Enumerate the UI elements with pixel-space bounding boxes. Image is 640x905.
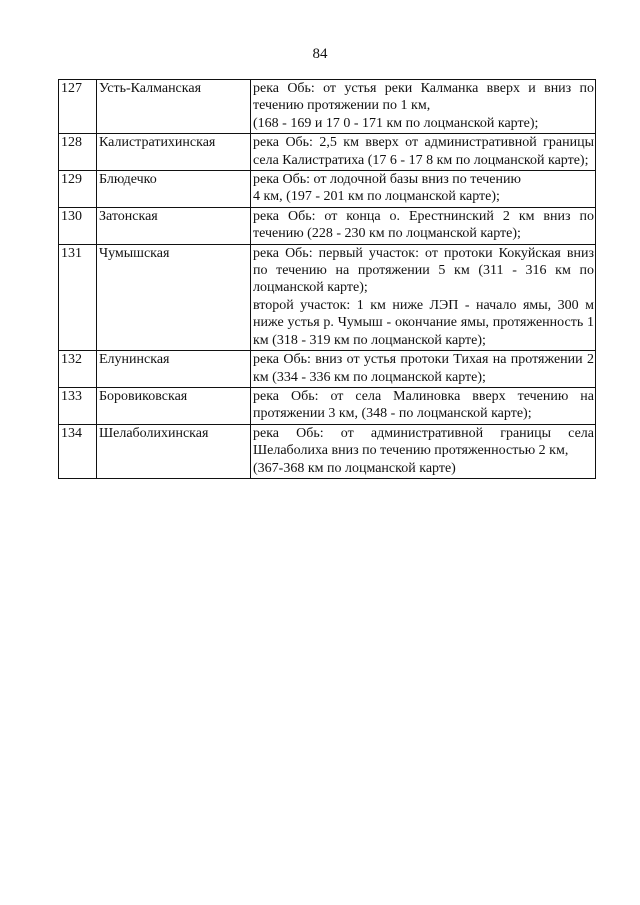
table-row: [59, 80, 596, 134]
pit-name: Затонская: [97, 207, 251, 244]
table-row: [59, 244, 596, 350]
pit-description: река Обь: первый участок: от протоки Кокуйская вниз по течению на протяжении 5 км (311 - 316 км по лоцманской карте); второй участок: 1 км ниже ЛЭП - начало ямы, 300 м ниже устья р. Чумыш - окончание ямы, протяженность 1 км (318 - 319 км по лоцманской карте);: [251, 244, 596, 350]
pit-description: река Обь: от административной границы села Шелаболиха вниз по течению протяженностью 2 км, (367-368 км по лоцманской карте): [251, 424, 596, 478]
table-row: [59, 424, 596, 478]
pit-name: Чумышская: [97, 244, 251, 350]
row-number: 130: [59, 207, 97, 244]
table-row: [59, 351, 596, 388]
row-number: 131: [59, 244, 97, 350]
fishing-pits-table: [58, 79, 596, 479]
row-number: 128: [59, 134, 97, 171]
table-row: [59, 134, 596, 171]
page-number: 84: [312, 46, 328, 62]
row-number: 133: [59, 387, 97, 424]
row-number: 134: [59, 424, 97, 478]
pit-name: Шелаболихинская: [97, 424, 251, 478]
table-row: [59, 171, 596, 208]
row-number: 132: [59, 351, 97, 388]
pit-name: Елунинская: [97, 351, 251, 388]
pit-description: река Обь: от устья реки Калманка вверх и вниз по течению протяжении по 1 км, (168 - 169 и 17 0 - 171 км по лоцманской карте);: [251, 80, 596, 134]
pit-name: Калистратихинская: [97, 134, 251, 171]
table-row: [59, 387, 596, 424]
pit-description: река Обь: от села Малиновка вверх течению на протяжении 3 км, (348 - по лоцманской карте);: [251, 387, 596, 424]
pit-description: река Обь: от лодочной базы вниз по течению 4 км, (197 - 201 км по лоцманской карте);: [251, 171, 596, 208]
pit-name: Боровиковская: [97, 387, 251, 424]
pit-name: Блюдечко: [97, 171, 251, 208]
pit-description: река Обь: вниз от устья протоки Тихая на протяжении 2 км (334 - 336 км по лоцманской карте);: [251, 351, 596, 388]
pit-description: река Обь: от конца о. Ерестнинский 2 км вниз по течению (228 - 230 км по лоцманской карте);: [251, 207, 596, 244]
table-row: [59, 207, 596, 244]
row-number: 129: [59, 171, 97, 208]
row-number: 127: [59, 80, 97, 134]
pit-name: Усть-Калманская: [97, 80, 251, 134]
pit-description: река Обь: 2,5 км вверх от административной границы села Калистратиха (17 6 - 17 8 км по лоцманской карте);: [251, 134, 596, 171]
